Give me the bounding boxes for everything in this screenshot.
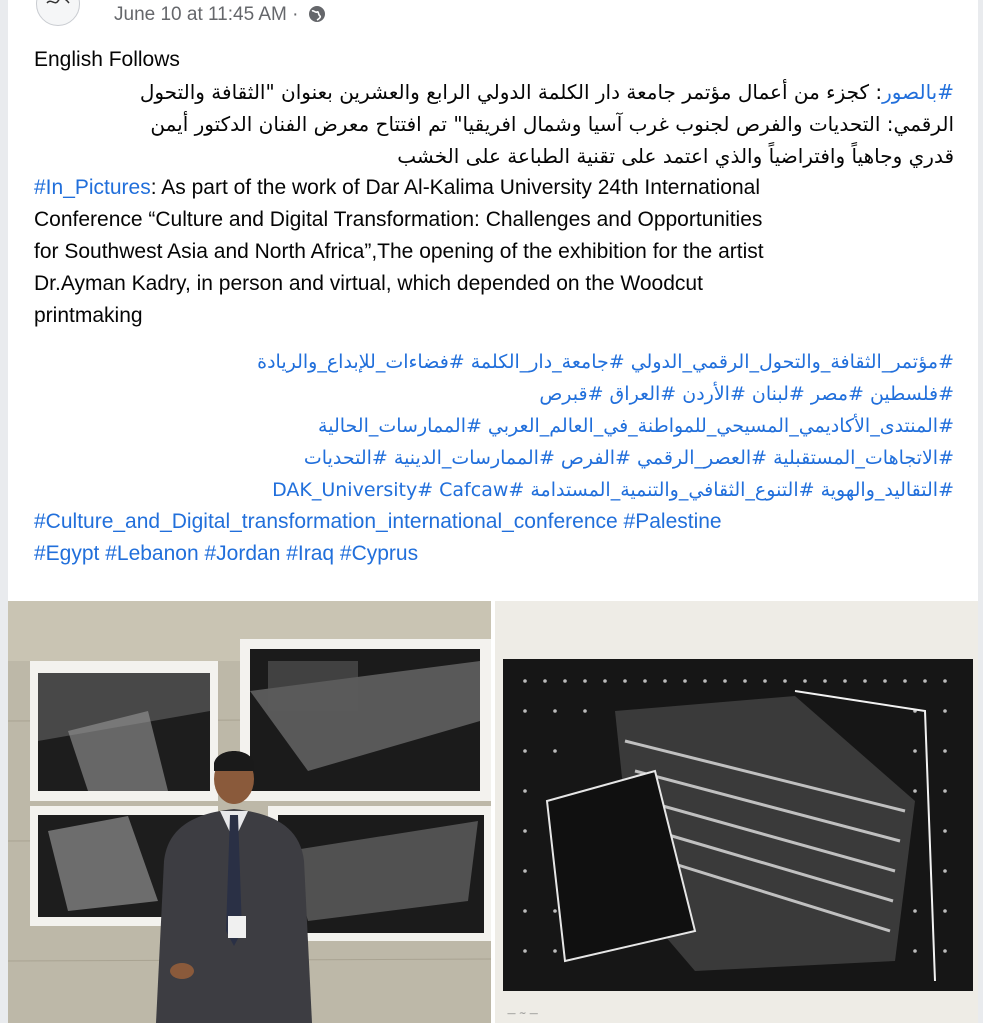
photo-grid [8,601,978,1023]
woodcut-print-photo[interactable] [495,601,978,1023]
english-line-3: for Southwest Asia and North Africa”,The opening of the exhibition for the artist [34,240,764,263]
print-top-right [240,639,491,801]
arabic-line-1 [34,76,954,108]
print-top-left [30,661,218,801]
hashtag-link[interactable]: #بالصور [882,80,954,104]
arabic-text: : كجزء من أعمال مؤتمر جامعة دار الكلمة الدولي الرابع والعشرين بعنوان "الثقافة والتحول [139,80,883,104]
post-body [34,44,954,570]
hashtag-line[interactable]: #Egypt #Lebanon #Jordan #Iraq #Cyprus [34,542,419,565]
hashtag-line[interactable]: #مؤتمر_الثقافة_والتحول_الرقمي_الدولي #جامعة_دار_الكلمة #فضاءات_للإبداع_والريادة [257,351,954,373]
exhibition-photo[interactable] [8,601,491,1023]
arabic-paragraph [34,76,954,172]
english-follows-note: English Follows [34,48,180,71]
post-timestamp[interactable] [114,4,326,26]
signature: — ~ — [507,1009,539,1019]
english-line-4: Dr.Ayman Kadry, in person and virtual, which depended on the Woodcut [34,272,703,295]
hashtag-line[interactable]: #المنتدى_الأكاديمي_المسيحي_للمواطنة_في_العالم_العربي #الممارسات_الحالية [318,415,954,437]
post-card [8,0,978,1023]
hashtag-line[interactable]: #التقاليد_والهوية #التنوع_الثقافي_والتنمية_المستدامة #DAK_University# Cafcaw [272,479,954,501]
exhibition-photo-image [8,601,491,1023]
english-line-2: Conference “Culture and Digital Transformation: Challenges and Opportunities [34,208,763,231]
hashtag-line[interactable]: #فلسطين #مصر #لبنان #الأردن #العراق #قبرص [539,383,954,405]
english-line-5: printmaking [34,304,143,327]
hashtag-section [34,346,954,570]
english-paragraph [34,172,954,332]
post-header [8,0,978,30]
page-avatar[interactable] [36,0,80,26]
hashtag-link[interactable]: #In_Pictures [34,176,151,199]
woodcut-print-image [495,601,978,1023]
hashtag-line[interactable]: #Culture_and_Digital_transformation_international_conference #Palestine [34,510,722,533]
logo-icon [45,0,71,7]
arabic-line-2: الرقمي: التحديات والفرص لجنوب غرب آسيا وشمال افريقيا" تم افتتاح معرض الفنان الدكتور أيمن [150,112,954,136]
english-line-1 [34,172,954,204]
timestamp-text[interactable]: June 10 at 11:45 AM · [114,4,299,25]
arabic-line-3: قدري وجاهياً وافتراضياً والذي اعتمد على تقنية الطباعة على الخشب [397,144,954,168]
hashtag-line[interactable]: #الاتجاهات_المستقبلية #العصر_الرقمي #الفرص #الممارسات_الدينية #التحديات [303,447,954,469]
english-text: : As part of the work of Dar Al-Kalima University 24th International [150,176,761,199]
globe-icon [308,5,326,23]
